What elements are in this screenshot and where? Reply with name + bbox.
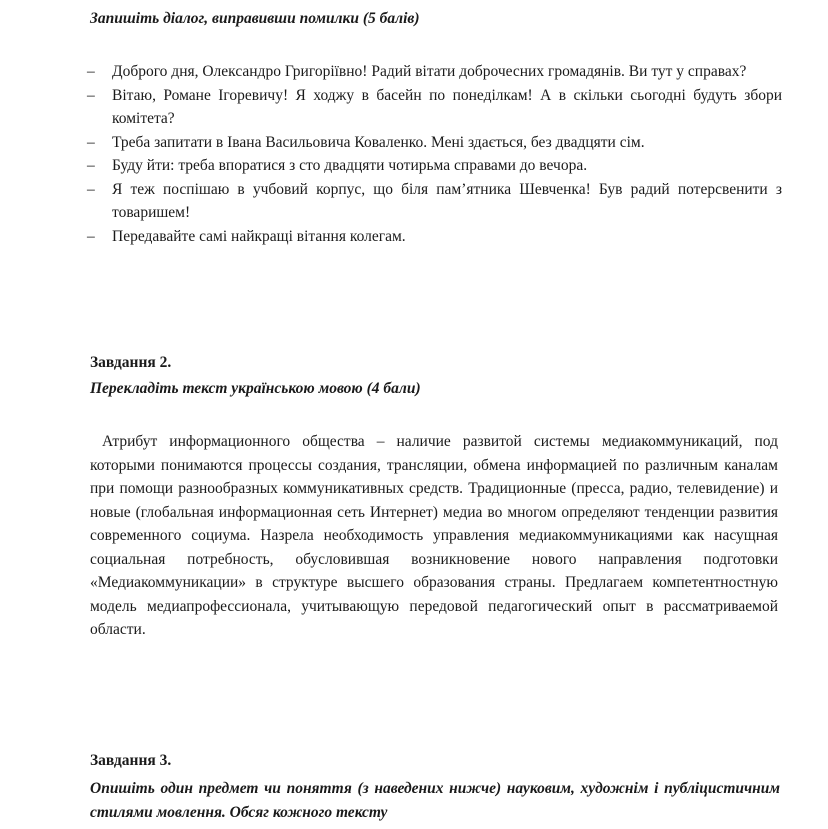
task2-instruction: Перекладіть текст українською мовою (4 бали)	[90, 380, 421, 397]
dash-marker: –	[87, 227, 95, 245]
task1-instruction: Запишіть діалог, виправивши помилки (5 балів)	[90, 10, 420, 27]
dialog-line	[87, 178, 782, 225]
dialog-line-text: Вітаю, Романе Ігоревичу! Я ходжу в басейн по понеділкам! А в скільки сьогодні будуть збори комітета?	[112, 86, 782, 127]
dialog-line	[87, 225, 782, 249]
dialog-line-text: Я теж поспішаю в учбовий корпус, що біля пам’ятника Шевченка! Був радий потерсвенити з товаришем!	[112, 180, 782, 221]
task3-title: Завдання 3.	[90, 752, 172, 769]
dash-marker: –	[87, 63, 95, 80]
dialog-line	[87, 131, 782, 155]
dialog-line-text: Передавайте самі найкращі вітання колегам.	[112, 227, 406, 245]
dash-marker: –	[87, 86, 95, 104]
dialog-line-text: Буду йти: треба впоратися з сто двадцяти чотирьма справами до вечора.	[112, 157, 588, 174]
dialog-line-text: Доброго дня, Олександро Григоріївно! Радий вітати доброчесних громадянів. Ви тут у справах?	[112, 63, 747, 80]
task3-instruction: Опишіть один предмет чи поняття (з наведених нижче) науковим, художнім і публіцистичним стилями мовлення. Обсяг кожного тексту	[90, 780, 780, 821]
dash-marker: –	[87, 180, 95, 198]
dialog-line-text: Треба запитати в Івана Васильовича Коваленко. Мені здається, без двадцяти сім.	[112, 133, 645, 151]
translation-source-paragraph: Атрибут информационного общества – наличие развитой системы медиакоммуникаций, под которыми понимаются процессы создания, трансляции, обмена информацией по различным каналам при помощи разнообразных коммуникативных средств. Традиционные (пресса, радио, телевидение) и новые (глобальная информационная сеть Интернет) медиа во многом определяют тенденции развития современного социума. Назрела необходимость управления медиакоммуникациями как насущная социальная потребность, обусловившая возникновение нового направления подготовки «Медиакоммуникации» в структуре высшего образования страны. Предлагаем компетентностную модель медиапрофессионала, учитывающую передовой педагогический опыт в рассматриваемой области.	[90, 433, 778, 638]
dash-marker: –	[87, 133, 95, 151]
dash-marker: –	[87, 157, 95, 174]
dialog-line	[87, 60, 782, 84]
dialog-list	[87, 60, 782, 248]
task2-title: Завдання 2.	[90, 354, 172, 371]
dialog-line	[87, 84, 782, 131]
dialog-line	[87, 154, 782, 178]
